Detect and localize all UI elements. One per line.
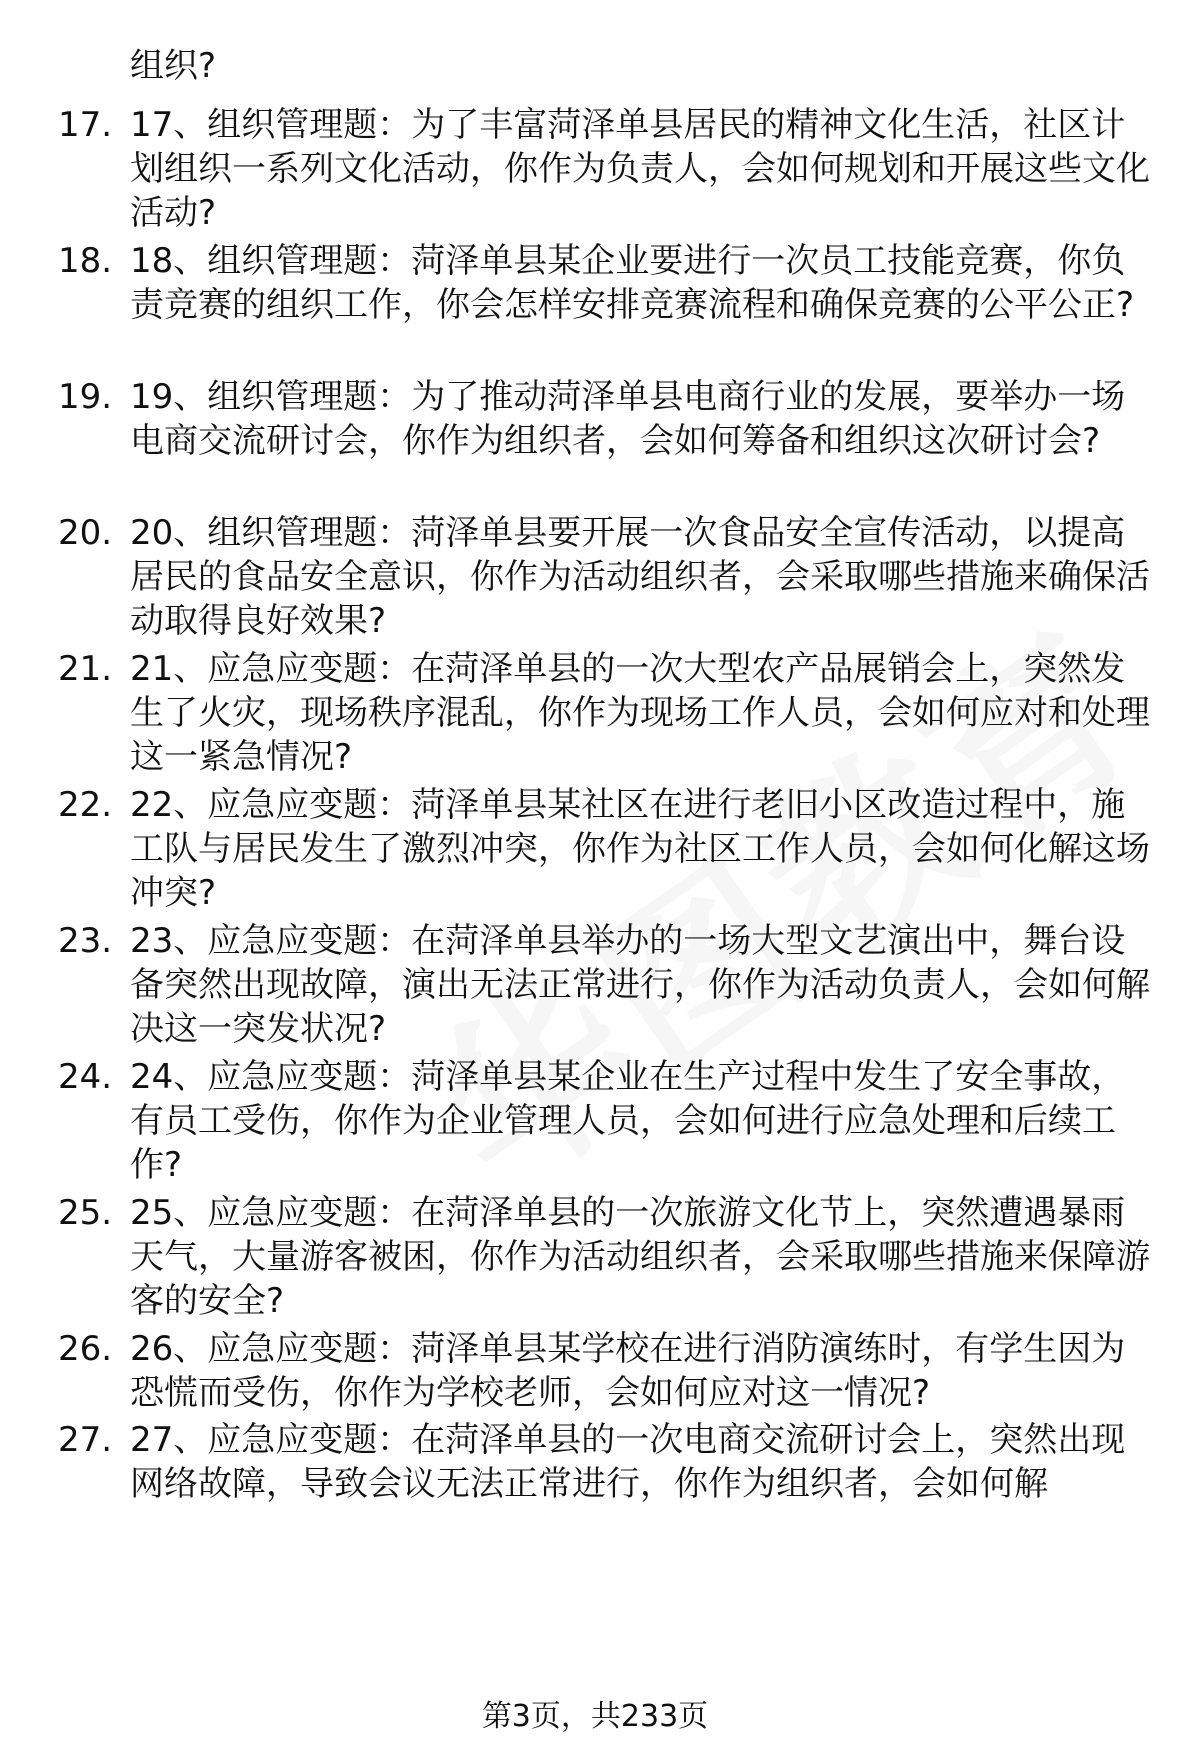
item-number: 19. (58, 377, 113, 417)
item-number: 23. (58, 921, 113, 961)
continuation-text: 组织? (130, 46, 217, 86)
item-text: 24、应急应变题：菏泽单县某企业在生产过程中发生了安全事故，有员工受伤，你作为企业管理人员，会如何进行应急处理和后续工作? (130, 1057, 1126, 1185)
item-number: 18. (58, 241, 113, 281)
item-text: 19、组织管理题：为了推动菏泽单县电商行业的发展，要举办一场电商交流研讨会，你作为组织者，会如何筹备和组织这次研讨会? (130, 377, 1126, 461)
item-text: 27、应急应变题：在菏泽单县的一次电商交流研讨会上，突然出现网络故障，导致会议无法正常进行，你作为组织者，会如何解 (130, 1420, 1126, 1504)
item-number: 25. (58, 1193, 113, 1233)
item-number: 21. (58, 649, 113, 689)
item-number: 27. (58, 1420, 113, 1460)
item-number: 24. (58, 1057, 113, 1097)
item-text: 26、应急应变题：菏泽单县某学校在进行消防演练时，有学生因为恐慌而受伤，你作为学校老师，会如何应对这一情况? (130, 1329, 1126, 1413)
item-text: 22、应急应变题：菏泽单县某社区在进行老旧小区改造过程中，施工队与居民发生了激烈冲突，你作为社区工作人员，会如何化解这场冲突? (130, 785, 1150, 913)
item-number: 22. (58, 785, 113, 825)
item-text: 18、组织管理题：菏泽单县某企业要进行一次员工技能竞赛，你负责竞赛的组织工作，你会怎样安排竞赛流程和确保竞赛的公平公正? (130, 241, 1135, 325)
item-text: 17、组织管理题：为了丰富菏泽单县居民的精神文化生活，社区计划组织一系列文化活动，你作为负责人，会如何规划和开展这些文化活动? (130, 105, 1150, 233)
item-text: 25、应急应变题：在菏泽单县的一次旅游文化节上，突然遭遇暴雨天气，大量游客被困，你作为活动组织者，会采取哪些措施来保障游客的安全? (130, 1193, 1150, 1321)
page-footer: 第3页，共233页 (481, 1699, 709, 1734)
item-number: 17. (58, 105, 113, 145)
item-text: 23、应急应变题：在菏泽单县举办的一场大型文艺演出中，舞台设备突然出现故障，演出无法正常进行，你作为活动负责人，会如何解决这一突发状况? (130, 921, 1150, 1049)
item-text: 21、应急应变题：在菏泽单县的一次大型农产品展销会上，突然发生了火灾，现场秩序混乱，你作为现场工作人员，会如何应对和处理这一紧急情况? (130, 649, 1150, 777)
item-number: 26. (58, 1329, 113, 1369)
item-text: 20、组织管理题：菏泽单县要开展一次食品安全宣传活动，以提高居民的食品安全意识，你作为活动组织者，会采取哪些措施来确保活动取得良好效果? (130, 513, 1150, 641)
item-number: 20. (58, 513, 113, 553)
